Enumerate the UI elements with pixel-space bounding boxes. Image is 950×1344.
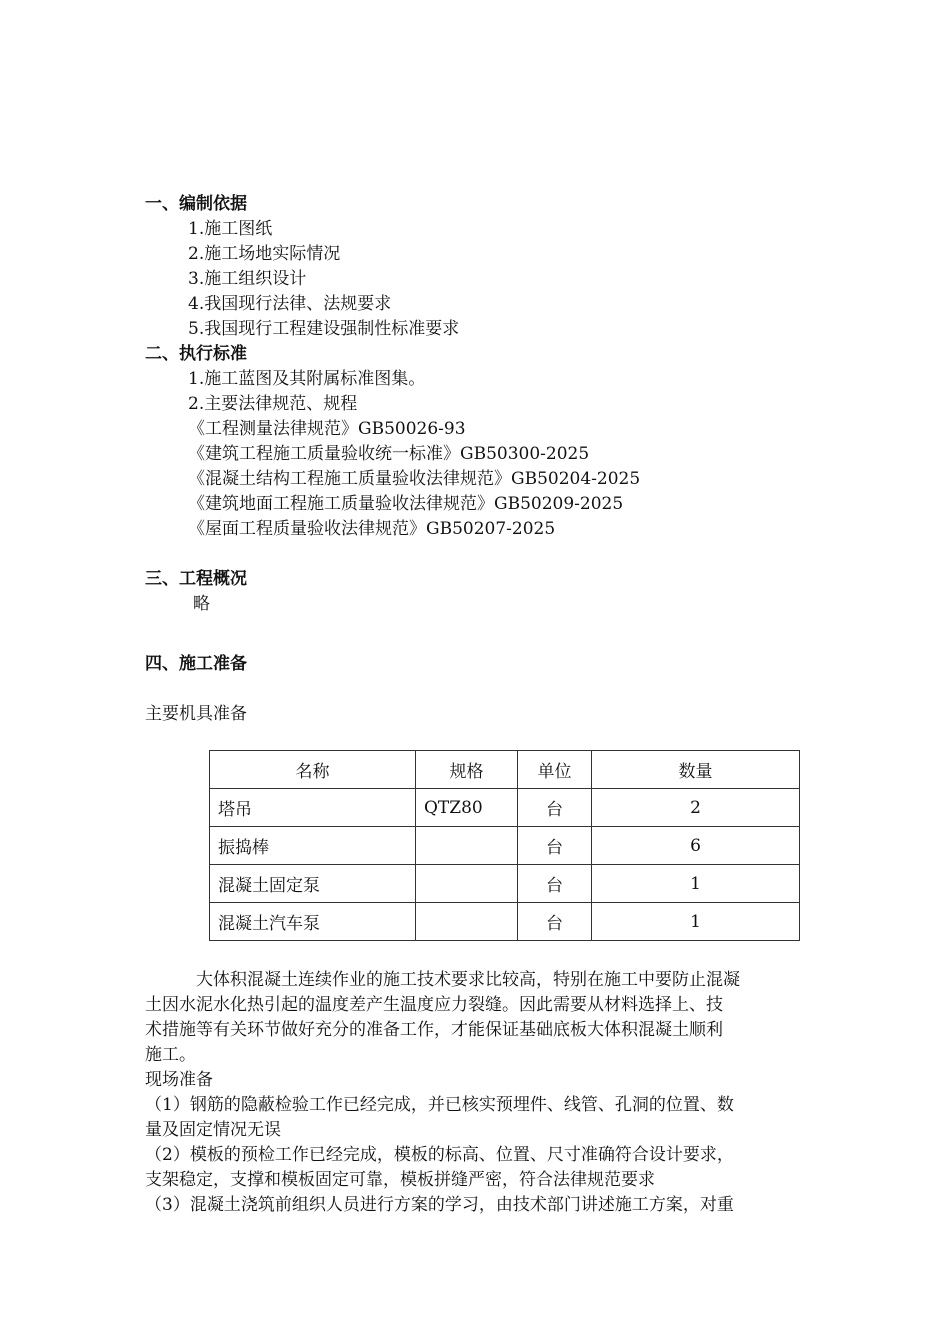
subsection-title: 主要机具准备 [145, 704, 247, 724]
section-title-3: 三、工程概况 [145, 569, 247, 589]
table-cell: 台 [518, 903, 592, 941]
paragraph-line: （2）模板的预检工作已经完成，模板的标高、位置、尺寸准确符合设计要求， [145, 1145, 734, 1165]
table-cell: 1 [592, 903, 800, 941]
table-cell [416, 903, 518, 941]
list-item: 2.主要法律规范、规程 [188, 394, 358, 414]
paragraph-line: 土因水泥水化热引起的温度差产生温度应力裂缝。因此需要从材料选择上、技 [145, 995, 723, 1015]
paragraph-line: 量及固定情况无误 [145, 1120, 281, 1140]
list-item: 1.施工图纸 [188, 219, 273, 239]
list-item: 2.施工场地实际情况 [188, 244, 341, 264]
table-header: 数量 [592, 751, 800, 789]
section-title-4: 四、施工准备 [145, 654, 247, 674]
table-header-row [210, 751, 800, 789]
table-cell: 台 [518, 789, 592, 827]
paragraph-line: 大体积混凝土连续作业的施工技术要求比较高，特别在施工中要防止混凝 [145, 970, 740, 990]
table-header: 单位 [518, 751, 592, 789]
table-cell: 台 [518, 865, 592, 903]
table-cell [416, 865, 518, 903]
paragraph-line: 支架稳定，支撑和模板固定可靠，模板拼缝严密，符合法律规范要求 [145, 1170, 655, 1190]
paragraph-line: 术措施等有关环节做好充分的准备工作，才能保证基础底板大体积混凝土顺利 [145, 1020, 723, 1040]
table-header: 名称 [210, 751, 416, 789]
machinery-table [209, 750, 800, 941]
standard-item: 《屋面工程质量验收法律规范》GB50207-2025 [188, 519, 556, 539]
table-header: 规格 [416, 751, 518, 789]
standard-item: 《建筑地面工程施工质量验收法律规范》GB50209-2025 [188, 494, 624, 514]
table-row [210, 827, 800, 865]
subsection-title: 现场准备 [145, 1070, 213, 1090]
paragraph-line: 施工。 [145, 1045, 196, 1065]
table-cell: 混凝土汽车泵 [210, 903, 416, 941]
list-item: 5.我国现行工程建设强制性标准要求 [188, 319, 460, 339]
list-item: 3.施工组织设计 [188, 269, 307, 289]
paragraph-line: （3）混凝土浇筑前组织人员进行方案的学习，由技术部门讲述施工方案，对重 [145, 1195, 734, 1215]
table-cell: 2 [592, 789, 800, 827]
table-cell: 1 [592, 865, 800, 903]
paragraph-line: （1）钢筋的隐蔽检验工作已经完成，并已核实预埋件、线管、孔洞的位置、数 [145, 1095, 734, 1115]
table-row [210, 865, 800, 903]
section-body: 略 [193, 594, 210, 614]
table-row [210, 789, 800, 827]
table-cell: 振捣棒 [210, 827, 416, 865]
list-item: 4.我国现行法律、法规要求 [188, 294, 392, 314]
table-cell: QTZ80 [416, 789, 518, 827]
table-cell: 台 [518, 827, 592, 865]
standard-item: 《工程测量法律规范》GB50026-93 [188, 419, 466, 439]
standard-item: 《建筑工程施工质量验收统一标准》GB50300-2025 [188, 444, 590, 464]
table-row [210, 903, 800, 941]
section-title-2: 二、执行标准 [145, 344, 247, 364]
table-cell [416, 827, 518, 865]
table-cell: 混凝土固定泵 [210, 865, 416, 903]
table-cell: 塔吊 [210, 789, 416, 827]
section-title-1: 一、编制依据 [145, 194, 247, 214]
standard-item: 《混凝土结构工程施工质量验收法律规范》GB50204-2025 [188, 469, 641, 489]
list-item: 1.施工蓝图及其附属标准图集。 [188, 369, 426, 389]
table-cell: 6 [592, 827, 800, 865]
